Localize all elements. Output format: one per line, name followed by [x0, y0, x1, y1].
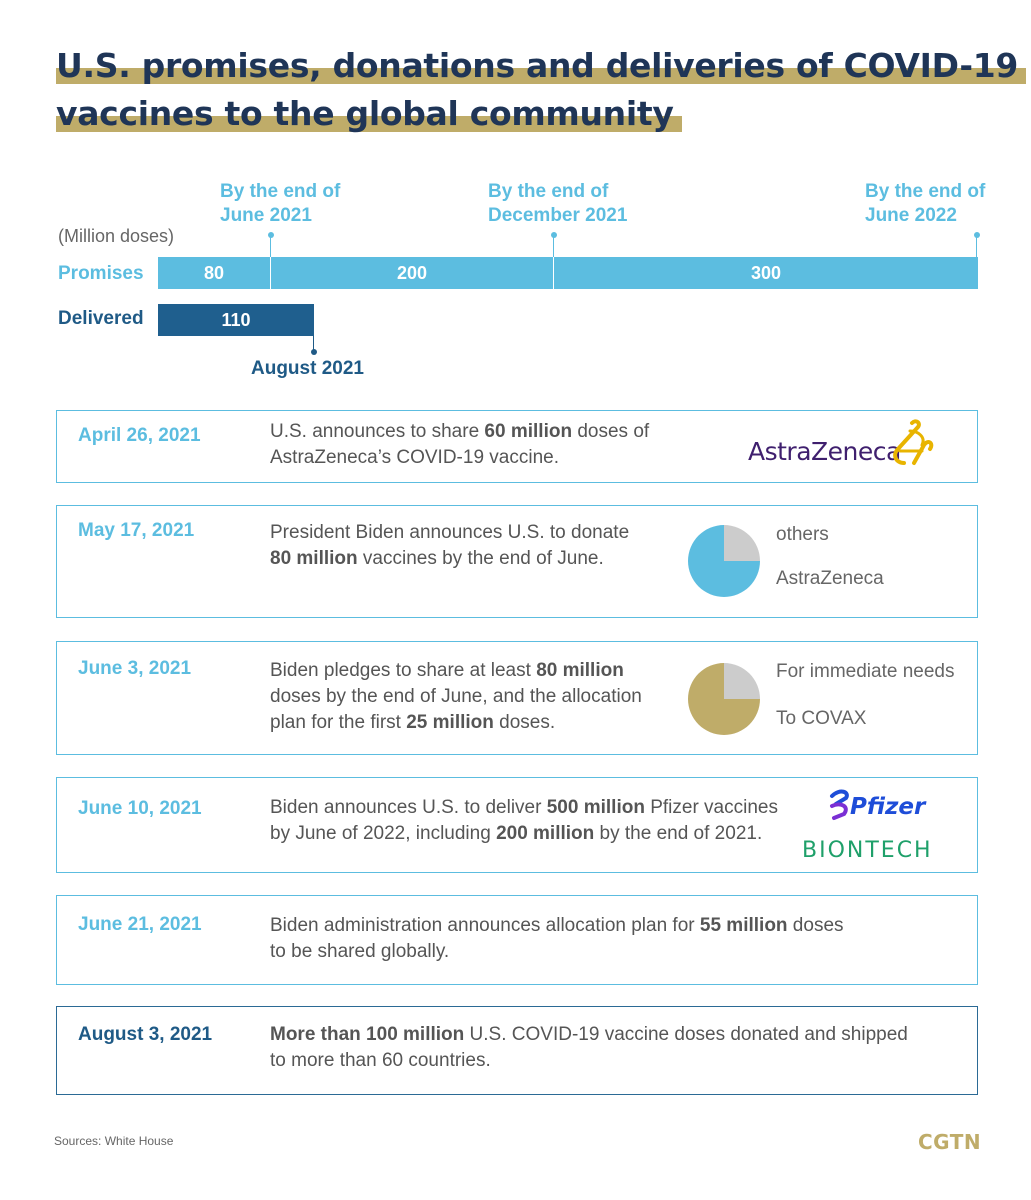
event-card-6 — [56, 1006, 978, 1095]
milestone-1-dot — [268, 232, 274, 238]
event-2-date: May 17, 2021 — [78, 520, 195, 541]
event-text-run: by June of 2022, including — [270, 823, 497, 844]
event-card-5 — [56, 895, 978, 985]
milestone-3-line2: June 2022 — [865, 205, 957, 226]
event-card-3 — [56, 641, 978, 755]
event-text-run: doses by the end of June, and the allocation — [270, 686, 642, 707]
delivered-date: August 2021 — [251, 358, 364, 379]
event-text-line — [270, 913, 844, 939]
pie-chart-1 — [687, 524, 761, 598]
event-5-text — [270, 913, 844, 965]
milestone-3-line1: By the end of — [865, 181, 986, 202]
milestone-1-tick — [270, 236, 271, 258]
title-text-2: vaccines to the global community — [56, 94, 674, 133]
event-text-run: AstraZeneca’s COVID-19 vaccine. — [270, 447, 559, 468]
event-text-run: Biden announces U.S. to deliver — [270, 797, 547, 818]
milestone-2 — [488, 180, 627, 228]
milestone-2-line1: By the end of — [488, 181, 609, 202]
event-6-text — [270, 1022, 908, 1074]
cgtn-logo: CGTN — [918, 1130, 982, 1154]
milestone-3 — [865, 180, 985, 228]
pie-chart-2 — [687, 662, 761, 736]
event-text-bold: 80 million — [536, 660, 624, 681]
event-card-2 — [56, 505, 978, 618]
milestone-2-line2: December 2021 — [488, 205, 628, 226]
event-text-line — [270, 795, 778, 821]
milestone-3-tick — [976, 236, 977, 258]
pfizer-swirl-icon — [828, 788, 852, 824]
milestone-2-dot — [551, 232, 557, 238]
pie2-legend-immediate: For immediate needs — [776, 661, 955, 682]
milestone-1-line1: By the end of — [220, 181, 341, 202]
event-text-run: vaccines by the end of June. — [357, 548, 604, 569]
event-text-run: to be shared globally. — [270, 941, 450, 962]
astrazeneca-logo-text: AstraZeneca — [748, 437, 901, 466]
event-text-bold: 25 million — [406, 712, 494, 733]
biontech-logo: BIONTECH — [802, 838, 933, 863]
pie1-legend-astrazeneca: AstraZeneca — [776, 568, 884, 589]
event-1-date: April 26, 2021 — [78, 425, 201, 446]
event-4-text — [270, 795, 778, 847]
event-text-line — [270, 1022, 908, 1048]
event-text-run: Biden administration announces allocation plan for — [270, 915, 700, 936]
event-text-line — [270, 419, 649, 445]
milestone-3-dot — [974, 232, 980, 238]
event-6-date: August 3, 2021 — [78, 1024, 213, 1045]
event-text-run: Biden pledges to share at least — [270, 660, 537, 681]
event-text-line — [270, 1048, 908, 1074]
pfizer-logo: Pfizer — [850, 794, 926, 820]
event-text-bold: 60 million — [484, 421, 573, 442]
event-text-bold: 80 million — [270, 548, 358, 569]
pie1-legend-others: others — [776, 524, 829, 545]
delivered-dot — [311, 349, 317, 355]
event-text-bold: 55 million — [699, 915, 788, 936]
event-text-line — [270, 710, 642, 736]
event-text-line — [270, 821, 778, 847]
event-text-run: plan for the first — [270, 712, 407, 733]
delivered-track — [158, 304, 978, 336]
milestone-1-line2: June 2021 — [220, 205, 312, 226]
promise-segment-2: 200 — [270, 257, 553, 289]
pie2-legend-covax: To COVAX — [776, 708, 867, 729]
event-1-text — [270, 419, 649, 471]
milestone-2-tick — [553, 236, 554, 258]
event-text-line — [270, 684, 642, 710]
title-text-1: U.S. promises, donations and deliveries of COVID-19 — [56, 46, 1019, 85]
event-5-date: June 21, 2021 — [78, 914, 202, 935]
event-3-date: June 3, 2021 — [78, 658, 192, 679]
event-text-bold: 200 million — [496, 823, 595, 844]
sources-note: Sources: White House — [54, 1134, 174, 1148]
promises-label: Promises — [58, 263, 144, 284]
event-text-run: Pfizer vaccines — [644, 797, 778, 818]
event-text-run: doses of — [572, 421, 650, 442]
event-text-run: U.S. COVID-19 vaccine doses donated and shipped — [464, 1024, 908, 1045]
pie-slice-for-immediate-needs — [724, 663, 760, 699]
event-text-run: to more than 60 countries. — [270, 1050, 491, 1071]
event-text-bold: 500 million — [546, 797, 645, 818]
unit-label: (Million doses) — [58, 226, 175, 246]
title-line-2 — [56, 92, 674, 136]
pie-slice-others — [724, 525, 760, 561]
delivered-segment: 110 — [158, 304, 314, 336]
event-text-run: by the end of 2021. — [594, 823, 763, 844]
event-3-text — [270, 658, 642, 736]
delivered-label: Delivered — [58, 308, 144, 329]
event-text-run: U.S. announces to share — [270, 421, 485, 442]
event-text-line — [270, 546, 629, 572]
event-4-date: June 10, 2021 — [78, 798, 202, 819]
event-text-line — [270, 445, 649, 471]
milestone-1 — [220, 180, 340, 228]
promises-bar — [158, 257, 978, 289]
promise-segment-1: 80 — [158, 257, 270, 289]
event-text-line — [270, 939, 844, 965]
event-text-run: doses. — [493, 712, 556, 733]
astrazeneca-logo — [748, 437, 901, 466]
title-block — [56, 44, 1018, 136]
event-text-line — [270, 658, 642, 684]
event-text-line — [270, 520, 629, 546]
title-line-1 — [56, 44, 1018, 88]
astrazeneca-symbol-icon — [888, 417, 936, 467]
event-text-bold: More than 100 million — [270, 1024, 465, 1045]
event-text-run: President Biden announces U.S. to donate — [270, 522, 630, 543]
event-2-text — [270, 520, 629, 572]
event-text-run: doses — [787, 915, 844, 936]
promise-segment-3: 300 — [553, 257, 978, 289]
